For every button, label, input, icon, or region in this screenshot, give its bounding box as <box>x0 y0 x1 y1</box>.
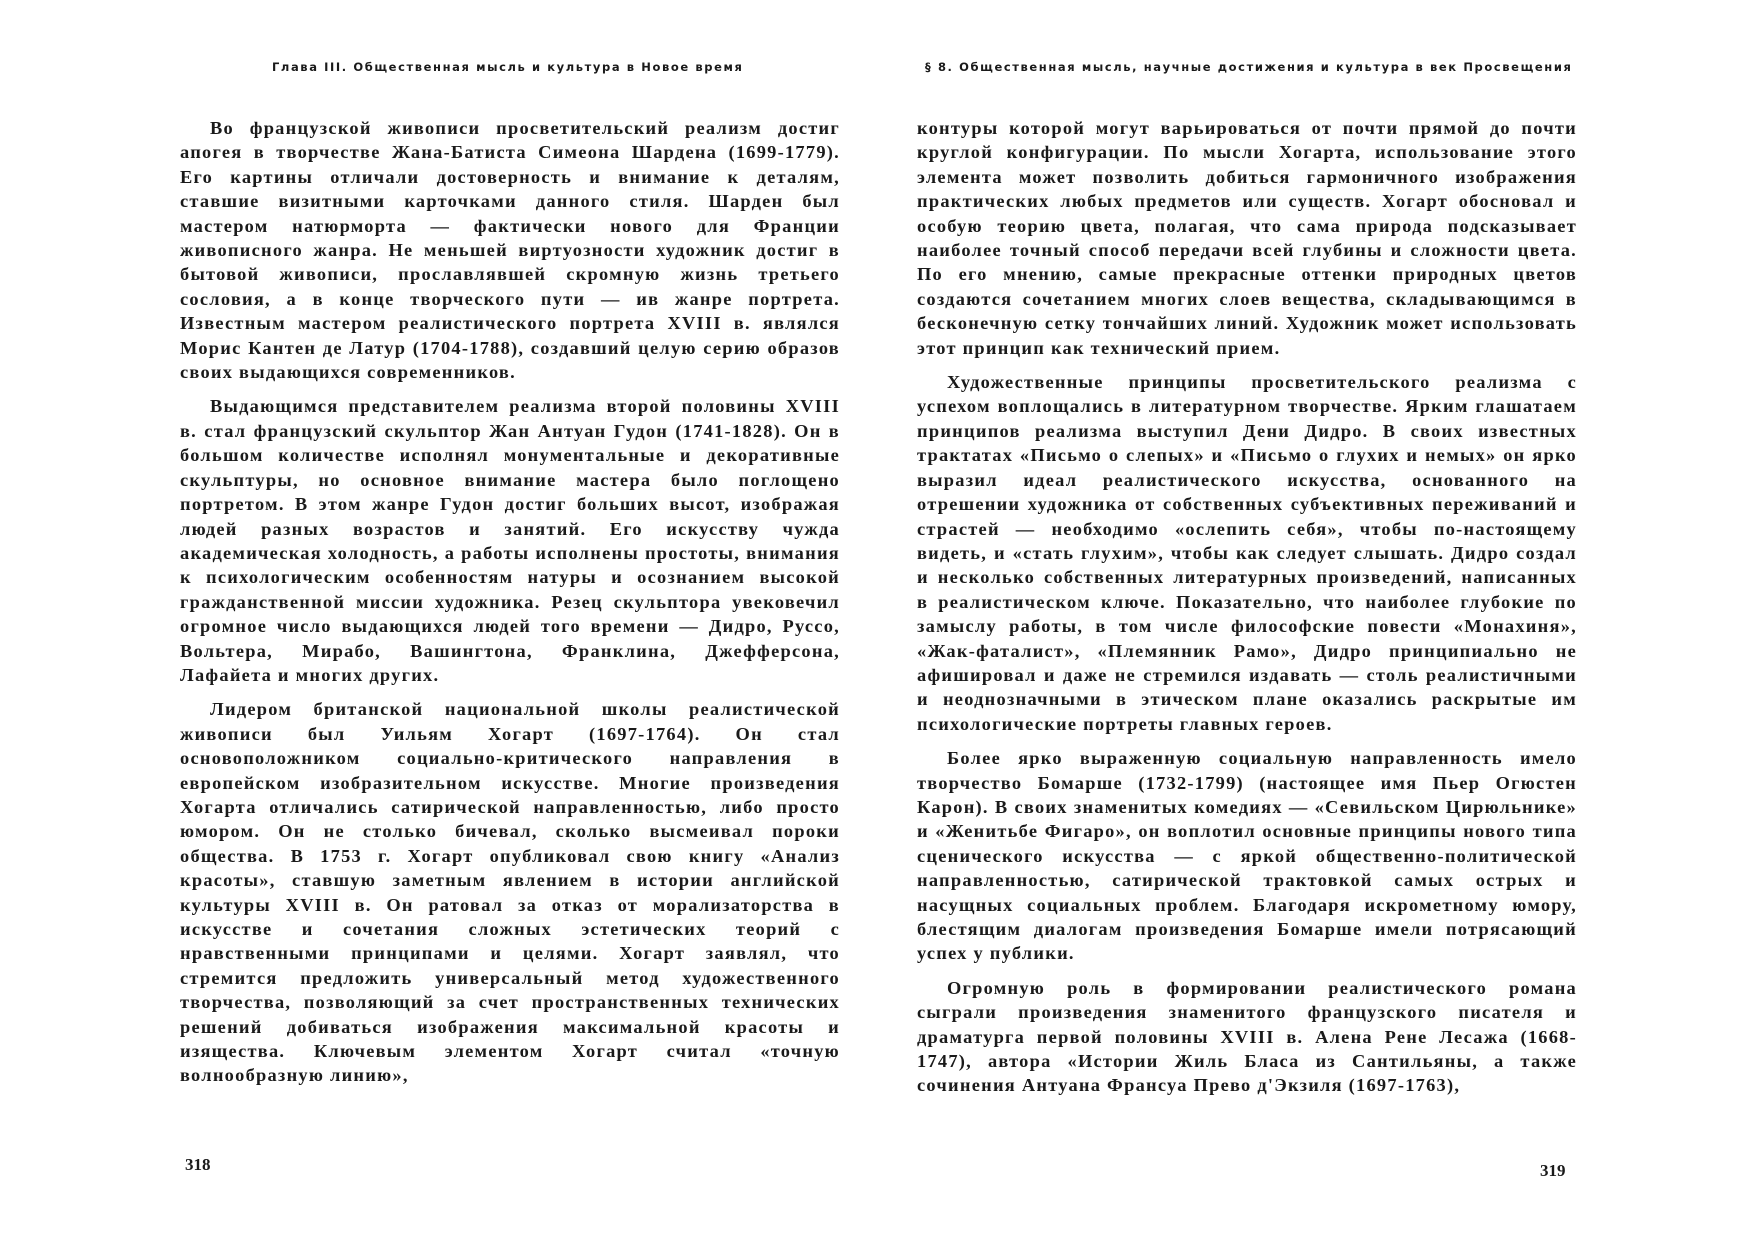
paragraph-hogarth: Лидером британской национальной школы реалистической живописи был Уильям Хогарт (1697-1764). Он стал основоположником социально-критического направления в европейском изобразительном искусстве. Многие произведения Хогарта отличались сатирической направленностью, либо просто юмором. Он не столько бичевал, сколько высмеивал пороки общества. В 1753 г. Хогарт опубликовал свою книгу «Анализ красоты», ставшую заметным явлением в истории английской культуры XVIII в. Он ратовал за отказ от морализаторства в искусстве и сочетания сложных эстетических теорий с нравственными принципами и целями. Хогарт заявлял, что стремится предложить универсальный метод художественного творчества, позволяющий за счет пространственных технических решений добиваться изображения максимальной красоты и изящества. Ключевым элементом Хогарт считал «точную волнообразную линию», <box>180 699 840 1086</box>
page-number-right: 319 <box>1540 1161 1566 1180</box>
paragraph-chardin: Во французской живописи просветительский реализм достиг апогея в творчестве Жана-Батиста Симеона Шардена (1699-1779). Его картины отличали достоверность и внимание к деталям, ставшие визитными карточками данного стиля. Шарден был мастером натюрморта — фактически нового для Франции живописного жанра. Не меньшей виртуозности художник достиг в бытовой живописи, прославлявшей скромную жизнь третьего сословия, а в конце творческого пути — ив жанре портрета. Известным мастером реалистического портрета XVIII в. являлся Морис Кантен де Латур (1704-1788), создавший целую серию образов своих выдающихся современников. <box>180 118 840 383</box>
running-head-right: § 8. Общественная мысль, научные достижения и культура в век Просвещения <box>925 60 1573 74</box>
paragraph-lesage: Огромную роль в формировании реалистического романа сыграли произведения знаменитого французского писателя и драматурга первой половины XVIII в. Алена Рене Лесажа (1668-1747), автора «Истории Жиль Бласа из Сантильяны, а также сочинения Антуана Франсуа Прево д'Экзиля (1697-1763), <box>917 977 1577 1096</box>
paragraph-houdon: Выдающимся представителем реализма второй половины XVIII в. стал французский скульптор Жан Антуан Гудон (1741-1828). Он в большом количестве исполнял монументальные и декоративные скульптуры, но основное внимание мастера было поглощено портретом. В этом жанре Гудон достиг больших высот, изображая людей разных возрастов и занятий. Его искусству чужда академическая холодность, а работы исполнены простоты, внимания к психологическим особенностям натуры и осознанием высокой гражданственной миссии художника. Резец скульптора увековечил огромное число выдающихся людей того времени — Дидро, Руссо, Вольтера, Мирабо, Вашингтона, Франклина, Джефферсона, Лафайета и многих других. <box>180 396 840 685</box>
page-number-left: 318 <box>185 1155 211 1174</box>
left-page-body <box>180 116 840 1098</box>
right-page-body <box>917 116 1577 1108</box>
right-page <box>877 0 1754 1239</box>
paragraph-beaumarchais: Более ярко выраженную социальную направленность имело творчество Бомарше (1732-1799) (настоящее имя Пьер Огюстен Карон). В своих знаменитых комедиях — «Севильском Цирюльнике» и «Женитьбе Фигаро», он воплотил основные принципы нового типа сценического искусства — с яркой общественно-политической направленностью, сатирической трактовкой самых острых и насущных социальных проблем. Благодаря искрометному юмору, блестящим диалогам произведения Бомарше имели потрясающий успех у публики. <box>917 748 1577 964</box>
running-head-left: Глава III. Общественная мысль и культура в Новое время <box>272 60 744 74</box>
paragraph-hogarth-continued: контуры которой могут варьироваться от почти прямой до почти круглой конфигурации. По мысли Хогарта, использование этого элемента может позволить добиться гармоничного изображения практических любых предметов или существ. Хогарт обосновал и особую теорию цвета, полагая, что сама природа подсказывает наиболее точный способ передачи всей глубины и сложности цвета. По его мнению, самые прекрасные оттенки природных цветов создаются сочетанием многих слоев вещества, складывающимся в бесконечную сетку тончайших линий. Художник может использовать этот принцип как технический прием. <box>917 118 1577 358</box>
paragraph-diderot: Художественные принципы просветительского реализма с успехом воплощались в литературном творчестве. Ярким глашатаем принципов реализма выступил Дени Дидро. В своих известных трактатах «Письмо о слепых» и «Письмо о глухих и немых» он ярко выразил идеал реалистического искусства, основанного на отрешении художника от собственных субъективных переживаний и страстей — необходимо «ослепить себя», чтобы по-настоящему видеть, и «стать глухим», чтобы как следует слышать. Дидро создал и несколько собственных литературных произведений, написанных в реалистическом ключе. Показательно, что наиболее глубокие по замыслу работы, в том числе философские повести «Монахиня», «Жак-фаталист», «Племянник Рамо», Дидро принципиально не афишировал и даже не стремился издавать — столь реалистичными и неоднозначными в этическом плане оказались раскрытые им психологические портреты главных героев. <box>917 372 1577 734</box>
